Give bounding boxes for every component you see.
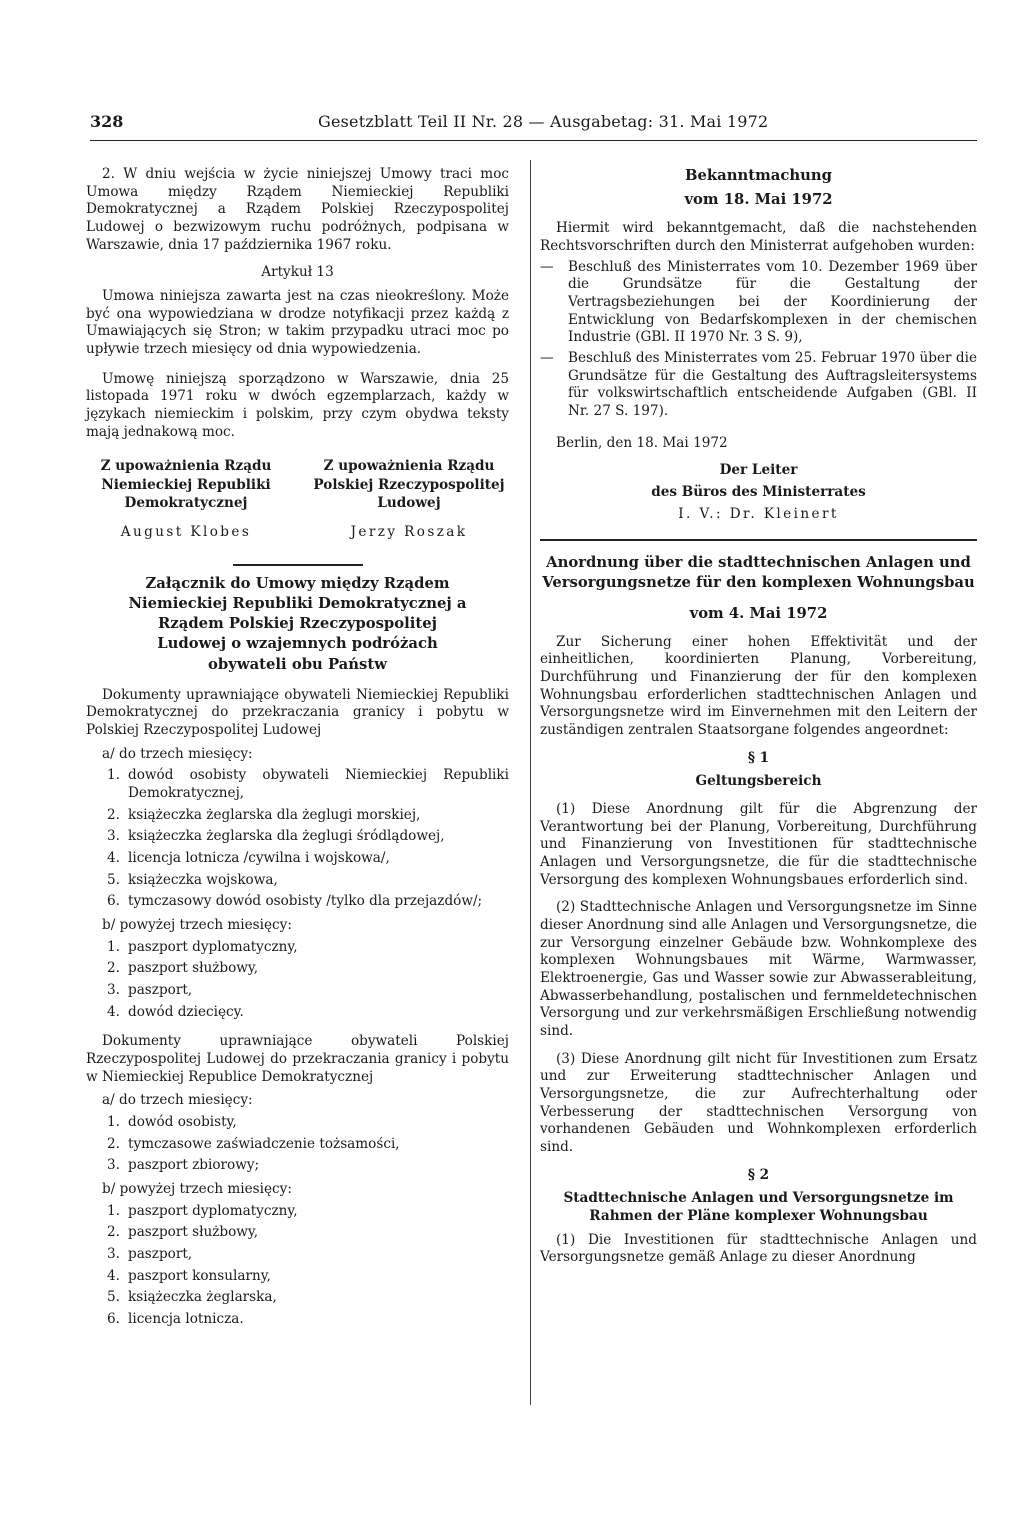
annex-intro-gdr: Dokumenty uprawniające obywateli Niemieckiej Republiki Demokratycznej do przekraczania granicy i pobytu w Polskiej Rzeczypospolitej Ludowej bbox=[86, 686, 509, 738]
list-item-number: 6. bbox=[107, 1311, 120, 1328]
gdr-a-item bbox=[92, 893, 509, 911]
list-item-number: 6. bbox=[107, 893, 120, 910]
annex-intro-prl: Dokumenty uprawniające obywateli Polskiej Rzeczypospolitej Ludowej do przekraczania granicy i pobytu w Niemieckiej Republice Demokratycznej bbox=[86, 1033, 509, 1085]
signature-gdr bbox=[86, 457, 286, 542]
list-item-number: 4. bbox=[107, 1267, 120, 1284]
list-item-number: 2. bbox=[107, 806, 120, 823]
list-item-text: paszport, bbox=[128, 982, 193, 999]
prl-b-item bbox=[92, 1311, 509, 1329]
prl-a-item bbox=[92, 1157, 509, 1175]
section-1-para-2: (2) Stadttechnische Anlagen und Versorgungsnetze im Sinne dieser Anordnung sind alle Anlagen und Versorgungsnetze, die zur Versorgung einzelner Gebäude bzw. Wohnkomplexe des komplexen Wohnungsbaues mit Wärme, Warmwasser, Elektroenergie, Gas und Wasser sowie zur Abwasserableitung, Abwasserbehandlung, postalischen und fernmeldetechnischen Versorgung und zur verkehrsmäßigen Erschließung notwendig sind. bbox=[540, 899, 977, 1040]
paragraph-2: 2. W dniu wejścia w życie niniejszej Umowy traci moc Umowa między Rządem Niemieckiej Republiki Demokratycznej a Rządem Polskiej Rzeczypospolitej Ludowej o bezwizowym ruchu podróżnych, podpisana w Warszawie, dnia 17 października 1967 roku. bbox=[86, 166, 509, 253]
dash-bullet: — bbox=[540, 349, 554, 366]
header-rule bbox=[90, 140, 977, 141]
section-1-para-3: (3) Diese Anordnung gilt nicht für Investitionen zum Ersatz und zur Erweiterung stadttechnischer Anlagen und Versorgungsnetze, die zur Aufrechterhaltung oder Verbesserung der stadttechnischen Versorgung von vorhandenen Gebäuden und Wohnkomplexen erforderlich sind. bbox=[540, 1050, 977, 1156]
gdr-a-item bbox=[92, 828, 509, 846]
list-item-text: paszport dyplomatyczny, bbox=[128, 1202, 298, 1219]
gdr-list-b bbox=[92, 939, 509, 1022]
prl-b-item bbox=[92, 1203, 509, 1221]
list-item-number: 2. bbox=[107, 1224, 120, 1241]
prl-b-item bbox=[92, 1224, 509, 1242]
repealed-regulation-item bbox=[540, 350, 977, 421]
list-item-number: 3. bbox=[107, 1157, 120, 1174]
column-divider bbox=[530, 160, 531, 1405]
list-item-number: 1. bbox=[107, 1114, 120, 1131]
prl-a-item bbox=[92, 1136, 509, 1154]
list-item-text: paszport zbiorowy; bbox=[128, 1157, 260, 1174]
list-item-text: książeczka żeglarska dla żeglugi morskiej, bbox=[128, 806, 421, 823]
list-item-number: 2. bbox=[107, 960, 120, 977]
list-item-text: paszport służbowy, bbox=[128, 960, 259, 977]
prl-documents-list bbox=[92, 1092, 509, 1328]
dash-bullet: — bbox=[540, 258, 554, 275]
article-13-title: Artykuł 13 bbox=[261, 264, 334, 281]
article-13-text: Umowa niniejsza zawarta jest na czas nieokreślony. Może być ona wypowiedziana w drodze notyfikacji przez każdą z Umawiających się Stron; w takim przypadku utraci moc po upływie trzech miesięcy od dnia wypowiedzenia. bbox=[86, 288, 509, 358]
closing-paragraph: Umowę niniejszą sporządzono w Warszawie, dnia 25 listopada 1971 roku w dwóch egzemplarzach, każdy w językach niemieckim i polskim, przy czym obydwa teksty mają jednakową moc. bbox=[86, 370, 509, 440]
list-item-text: licencja lotnicza /cywilna i wojskowa/, bbox=[128, 850, 390, 867]
gdr-a-item bbox=[92, 767, 509, 802]
list-item-number: 3. bbox=[107, 1246, 120, 1263]
section-1-title: Geltungsbereich bbox=[695, 773, 822, 790]
annex-title: Załącznik do Umowy między Rządem Niemieckiej Republiki Demokratycznej a Rządem Polskiej Rzeczypospolitej Ludowej o wzajemnych podróżach obywateli obu Państw bbox=[128, 575, 467, 673]
list-item-text: tymczasowy dowód osobisty /tylko dla przejazdów/; bbox=[128, 893, 483, 910]
repealed-regulation-text: Beschluß des Ministerrates vom 10. Dezember 1969 über die Grundsätze für die Gestaltung der Vertragsbeziehungen bei der Koordinierung der Entwicklung von Bedarfskomplexen in der chemischen Industrie (GBl. II 1970 Nr. 3 S. 9), bbox=[568, 258, 977, 346]
gdr-list-b-heading: b/ powyżej trzech miesięcy: bbox=[102, 917, 292, 934]
section-1-para-1: (1) Diese Anordnung gilt für die Abgrenzung der Verantwortung bei der Planung, Vorbereitung, Durchführung und Finanzierung von Investitionen für stadttechnische Anlagen und Versorgungsnetze, die für die stadttechnische Versorgung des komplexen Wohnungsbaues erforderlich sind. bbox=[540, 801, 977, 888]
bekanntmachung-signer-office: des Büros des Ministerrates bbox=[651, 483, 866, 500]
page-header bbox=[90, 112, 977, 136]
bekanntmachung-signer-title: Der Leiter bbox=[719, 462, 798, 479]
list-item-number: 4. bbox=[107, 850, 120, 867]
signature-block bbox=[86, 457, 509, 542]
gdr-b-item bbox=[92, 1004, 509, 1022]
gdr-documents-list bbox=[92, 746, 509, 1022]
gdr-b-item bbox=[92, 982, 509, 1000]
prl-list-a bbox=[92, 1114, 509, 1175]
list-item-text: paszport, bbox=[128, 1246, 193, 1263]
list-item-text: paszport służbowy, bbox=[128, 1224, 259, 1241]
page-number: 328 bbox=[90, 112, 124, 131]
signature-prl-name: Jerzy Roszak bbox=[350, 524, 468, 541]
bekanntmachung-date: vom 18. Mai 1972 bbox=[684, 191, 833, 209]
section-rule-right bbox=[540, 539, 977, 541]
anordnung-title: Anordnung über die stadttechnischen Anlagen und Versorgungsnetze für den komplexen Wohnungsbau bbox=[542, 554, 975, 592]
bekanntmachung-signer-name: I. V.: Dr. Kleinert bbox=[678, 505, 839, 522]
gdr-a-item bbox=[92, 850, 509, 868]
list-item-text: dowód dziecięcy. bbox=[128, 1003, 244, 1020]
list-item-text: tymczasowe zaświadczenie tożsamości, bbox=[128, 1135, 400, 1152]
list-item-text: paszport konsularny, bbox=[128, 1267, 271, 1284]
repealed-regulation-item bbox=[540, 259, 977, 347]
signature-prl-authority: Z upoważnienia Rządu Polskiej Rzeczypospolitej Ludowej bbox=[313, 458, 505, 512]
list-item-number: 2. bbox=[107, 1135, 120, 1152]
list-item-number: 5. bbox=[107, 871, 120, 888]
gdr-list-a bbox=[92, 767, 509, 911]
gdr-list-a-heading: a/ do trzech miesięcy: bbox=[102, 745, 253, 762]
list-item-text: dowód osobisty obywateli Niemieckiej Republiki Demokratycznej, bbox=[128, 767, 509, 802]
prl-b-item bbox=[92, 1289, 509, 1307]
list-item-text: dowód osobisty, bbox=[128, 1114, 237, 1131]
right-column bbox=[540, 166, 977, 1267]
prl-list-b-heading: b/ powyżej trzech miesięcy: bbox=[102, 1181, 292, 1198]
gdr-b-item bbox=[92, 939, 509, 957]
list-item-text: licencja lotnicza. bbox=[128, 1311, 244, 1328]
prl-list-b bbox=[92, 1203, 509, 1329]
left-column bbox=[86, 166, 509, 1329]
section-2-para-1: (1) Die Investitionen für stadttechnische Anlagen und Versorgungsnetze gemäß Anlage zu dieser Anordnung bbox=[540, 1231, 977, 1266]
repealed-regulation-text: Beschluß des Ministerrates vom 25. Februar 1970 über die Grundsätze für die Gestaltung des Auftragsleitersystems für volkswirtschaftlich entscheidende Aufgaben (GBl. II Nr. 27 S. 197). bbox=[568, 349, 977, 419]
list-item-number: 4. bbox=[107, 1003, 120, 1020]
bekanntmachung-place-date: Berlin, den 18. Mai 1972 bbox=[556, 434, 728, 451]
list-item-text: paszport dyplomatyczny, bbox=[128, 938, 298, 955]
list-item-text: książeczka żeglarska dla żeglugi śródlądowej, bbox=[128, 828, 445, 845]
bekanntmachung-title: Bekanntmachung bbox=[685, 167, 832, 184]
gdr-a-item bbox=[92, 807, 509, 825]
anordnung-intro: Zur Sicherung einer hohen Effektivität und der einheitlichen, koordinierten Planung, Vorbereitung, Durchführung und Finanzierung der für den komplexen Wohnungsbau erforderlichen stadttechnischen Anlagen und Versorgungsnetze wird im Einvernehmen mit den Leitern der zuständigen zentralen Staatsorgane folgendes angeordnet: bbox=[540, 633, 977, 738]
section-2-title: Stadttechnische Anlagen und Versorgungsnetze im Rahmen der Pläne komplexer Wohnungsbau bbox=[563, 1190, 954, 1225]
section-1-number: § 1 bbox=[747, 749, 770, 766]
gazette-title: Gesetzblatt Teil II Nr. 28 — Ausgabetag: 31. Mai 1972 bbox=[318, 112, 769, 131]
list-item-number: 1. bbox=[107, 767, 120, 784]
list-item-number: 3. bbox=[107, 982, 120, 999]
bekanntmachung-intro: Hiermit wird bekanntgemacht, daß die nachstehenden Rechtsvorschriften durch den Ministerrat aufgehoben wurden: bbox=[540, 220, 977, 254]
prl-b-item bbox=[92, 1246, 509, 1264]
gdr-a-item bbox=[92, 872, 509, 890]
list-item-number: 1. bbox=[107, 938, 120, 955]
section-2-number: § 2 bbox=[747, 1166, 770, 1183]
list-item-number: 5. bbox=[107, 1289, 120, 1306]
signature-prl bbox=[309, 457, 509, 542]
prl-b-item bbox=[92, 1268, 509, 1286]
list-item-text: książeczka żeglarska, bbox=[128, 1289, 277, 1306]
list-item-number: 1. bbox=[107, 1202, 120, 1219]
prl-a-item bbox=[92, 1114, 509, 1132]
list-item-text: książeczka wojskowa, bbox=[128, 871, 278, 888]
section-rule bbox=[233, 564, 363, 566]
list-item-number: 3. bbox=[107, 828, 120, 845]
bekanntmachung-items bbox=[540, 259, 977, 421]
prl-list-a-heading: a/ do trzech miesięcy: bbox=[102, 1092, 253, 1109]
gdr-b-item bbox=[92, 960, 509, 978]
anordnung-date: vom 4. Mai 1972 bbox=[689, 604, 828, 622]
signature-gdr-name: August Klobes bbox=[120, 524, 252, 541]
signature-gdr-authority: Z upoważnienia Rządu Niemieckiej Republiki Demokratycznej bbox=[100, 458, 272, 512]
